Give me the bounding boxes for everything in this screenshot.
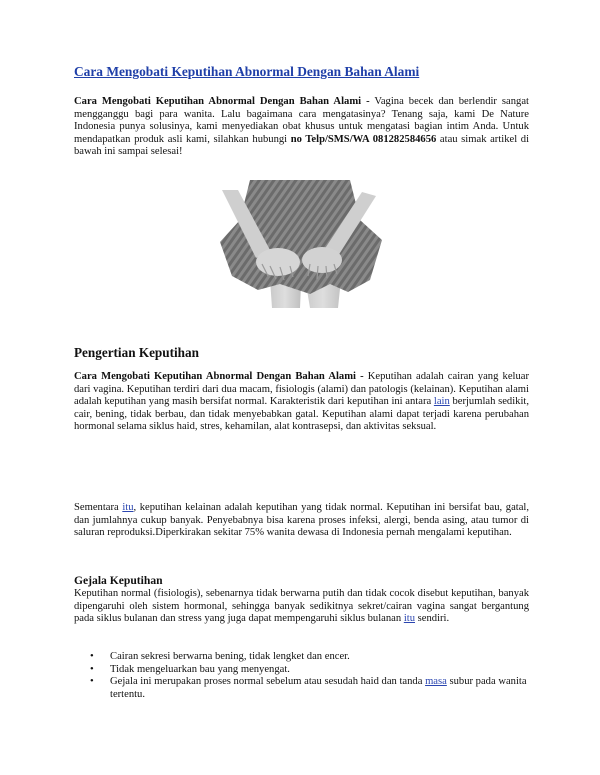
intro-text-end: atau simak artikel di bawah ini sampai selesai! xyxy=(74,133,530,158)
pengertian-bold-lead: Cara Mengobati Keputihan Abnormal Dengan Bahan Alami - xyxy=(74,371,364,382)
link-lain[interactable]: lain xyxy=(433,396,450,408)
article-photo xyxy=(210,180,390,310)
bullet-icon: • xyxy=(90,676,94,688)
link-itu-2[interactable]: itu xyxy=(403,613,415,625)
list-item xyxy=(84,651,529,664)
gejala-text-end: sendiri. xyxy=(415,613,450,625)
pengertian-text: Keputihan adalah cairan yang keluar dari vagina. Keputihan terdiri dari dua macam, fisiologis (alami) dan patologis (kelainan). Keputihan alami adalah keputihan yang masih bersifat normal. Karakteristik dari keputihan ini antara xyxy=(74,371,530,408)
intro-text: Vagina becek dan berlendir sangat mengganggu bagi para wanita. Lalu bagaimana cara mengatasinya? Tenang saja, kami De Nature Indonesia punya solusinya, kami menyediakan obat khusus untuk mengatasi bagian intim Anda. Untuk mendapatkan produk asli kami, silahkan hubungi xyxy=(74,96,529,145)
gejala-paragraph xyxy=(74,588,529,626)
contact-number: no Telp/SMS/WA 081282584656 xyxy=(290,133,437,145)
pengertian-text-end: berjumlah sedikit, cair, bening, tidak berbau, dan tidak menyebabkan gatal. Keputihan alami dapat terjadi karena perubahan hormonal selama siklus haid, stres, kehamilan, alat kontrasepsi, dan aktivitas seksual. xyxy=(74,396,529,433)
link-masa[interactable]: masa xyxy=(425,676,447,688)
intro-paragraph xyxy=(74,96,529,159)
list-item-text-end: subur pada wanita tertentu. xyxy=(110,676,527,700)
list-item xyxy=(84,676,529,701)
list-item xyxy=(84,664,529,677)
section-heading-pengertian: Pengertian Keputihan xyxy=(74,345,199,360)
pengertian-paragraph xyxy=(74,371,529,434)
section-heading-gejala: Gejala Keputihan xyxy=(74,574,163,587)
list-item-text: Gejala ini merupakan proses normal sebelum atau sesudah haid dan tanda xyxy=(110,676,426,688)
bullet-icon: • xyxy=(90,663,94,675)
kelainan-paragraph xyxy=(74,502,529,540)
link-itu[interactable]: itu xyxy=(122,502,134,513)
gejala-text: Keputihan normal (fisiologis), sebenarnya tidak berwarna putih dan tidak cocok disebut keputihan, banyak dipengaruhi oleh sistem hormonal, sehingga banyak sedikitnya sekret/cairan vagina sangat bergantung pada siklus bulanan dan stress yang juga dapat mempengaruhi siklus bulanan xyxy=(74,588,529,625)
list-item-text: Tidak mengeluarkan bau yang menyengat. xyxy=(110,663,290,675)
gejala-bullet-list xyxy=(84,651,529,701)
list-item-text: Cairan sekresi berwarna bening, tidak lengket dan encer. xyxy=(110,651,350,662)
intro-bold-lead: Cara Mengobati Keputihan Abnormal Dengan Bahan Alami - xyxy=(74,96,370,107)
bullet-icon: • xyxy=(90,651,94,662)
page-title xyxy=(74,64,534,80)
kelainan-text-end: , keputihan kelainan adalah keputihan yang tidak normal. Keputihan ini bersifat bau, gatal, dan jumlahnya cukup banyak. Penyebabnya bisa karena proses infeksi, alergi, benda asing, atau tumor di saluran reproduksi.Diperkirakan sekitar 75% wanita dewasa di Indonesia pernah mengalami keputihan. xyxy=(74,502,530,539)
title-link[interactable]: Cara Mengobati Keputihan Abnormal Dengan Bahan Alami xyxy=(74,64,420,79)
kelainan-text: Sementara xyxy=(74,502,123,513)
